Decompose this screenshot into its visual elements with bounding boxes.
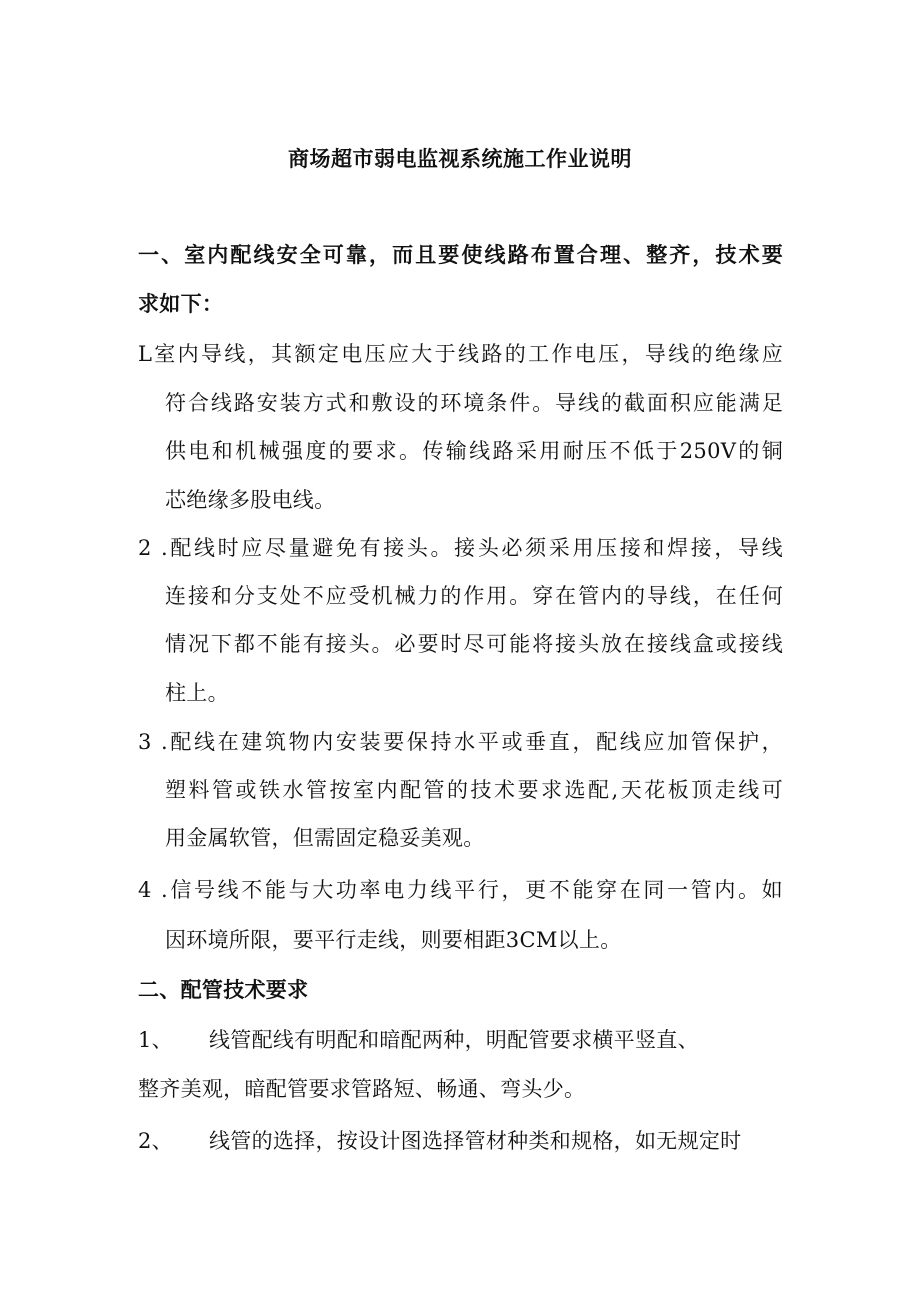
section1-item2-line3: 情况下都不能有接头。必要时尽可能将接头放在接线盒或接线 (165, 632, 783, 656)
section2-heading: 二、配管技术要求 (138, 977, 309, 1002)
section1-heading-line1: 一、室内配线安全可靠，而且要使线路布置合理、整齐，技术要 (138, 242, 783, 267)
section1-heading-line2: 求如下： (138, 291, 224, 316)
section2-item1-text: 线管配线有明配和暗配两种，明配管要求横平竖直、 (208, 1028, 699, 1052)
section1-item4-line2: 因环境所限，要平行走线，则要相距3CM以上。 (165, 928, 622, 952)
section1-item2-line4: 柱上。 (165, 681, 229, 705)
section1-item3-line3: 用金属软管，但需固定稳妥美观。 (165, 826, 485, 850)
section2-item2-number: 2、 (138, 1129, 173, 1153)
section1-item2-line1: 2 .配线时应尽量避免有接头。接头必须采用压接和焊接，导线 (138, 536, 783, 560)
section1-item1-line1: L室内导线，其额定电压应大于线路的工作电压，导线的绝缘应 (138, 342, 783, 366)
section1-item1-line2: 符合线路安装方式和敷设的环境条件。导线的截面积应能满足 (165, 391, 783, 415)
section1-item3-line2: 塑料管或铁水管按室内配管的技术要求选配,天花板顶走线可 (165, 778, 783, 802)
section1-item4-line1: 4 .信号线不能与大功率电力线平行，更不能穿在同一管内。如 (138, 878, 783, 902)
section2-item1-line2: 整齐美观，暗配管要求管路短、畅通、弯头少。 (138, 1077, 586, 1101)
section2-item2-text: 线管的选择，按设计图选择管材种类和规格，如无规定时 (208, 1129, 742, 1153)
section1-item1-line3: 供电和机械强度的要求。传输线路采用耐压不低于250V的铜 (165, 439, 783, 463)
section2-item1-number: 1、 (138, 1028, 173, 1052)
section1-item3-line1: 3 .配线在建筑物内安装要保持水平或垂直，配线应加管保护， (138, 730, 783, 754)
section1-item2-line2: 连接和分支处不应受机械力的作用。穿在管内的导线，在任何 (165, 584, 783, 608)
section2-item1-line1 (138, 1026, 699, 1054)
section2-item2-line1 (138, 1127, 741, 1155)
document-title: 商场超市弱电监视系统施工作业说明 (288, 146, 632, 171)
section1-item1-line4: 芯绝缘多股电线。 (165, 488, 336, 512)
